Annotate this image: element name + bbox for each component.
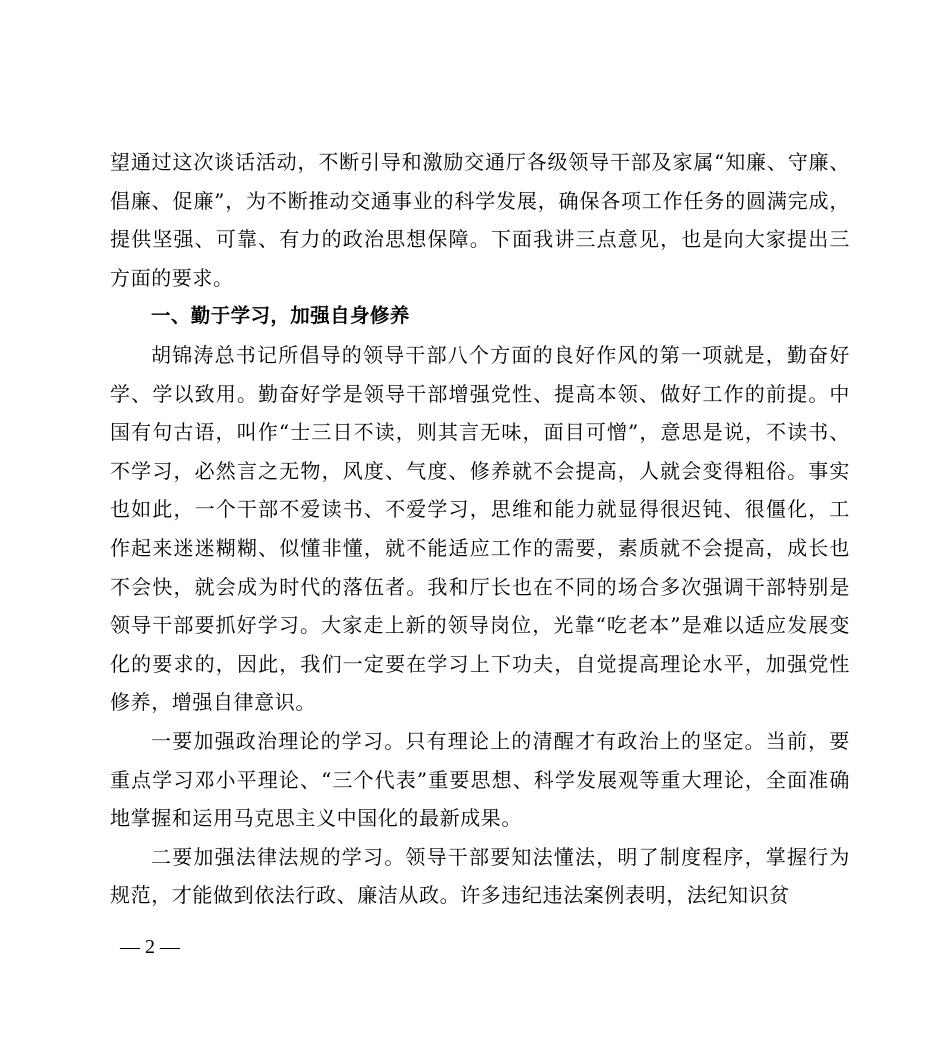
paragraph-continuation: 望通过这次谈话活动，不断引导和激励交通厅各级领导干部及家属“知廉、守廉、倡廉、促廉”，为不断推动交通事业的科学发展，确保各项工作任务的圆满完成，提供坚强、可靠、有力的政治思想保障。下面我讲三点意见，也是向大家提出三方面的要求。 [110, 150, 850, 290]
section-heading: 一、勤于学习，加强自身修养 [151, 304, 410, 328]
paragraph-laws-regulations: 二要加强法律法规的学习。领导干部要知法懂法，明了制度程序，掌握行为规范，才能做到依法行政、廉洁从政。许多违纪违法案例表明，法纪知识贫 [110, 844, 850, 908]
paragraph-political-theory: 一要加强政治理论的学习。只有理论上的清醒才有政治上的坚定。当前，要重点学习邓小平理论、“三个代表”重要思想、科学发展观等重大理论，全面准确地掌握和运用马克思主义中国化的最新成果。 [110, 728, 850, 831]
body-text [110, 143, 850, 915]
paragraph-study-diligence: 胡锦涛总书记所倡导的领导干部八个方面的良好作风的第一项就是，勤奋好学、学以致用。勤奋好学是领导干部增强党性、提高本领、做好工作的前提。中国有句古语，叫作“士三日不读，则其言无味，面目可憎”，意思是说，不读书、不学习，必然言之无物，风度、气度、修养就不会提高，人就会变得粗俗。事实也如此，一个干部不爱读书、不爱学习，思维和能力就显得很迟钝、很僵化，工作起来迷迷糊糊、似懂非懂，就不能适应工作的需要，素质就不会提高，成长也不会快，就会成为时代的落伍者。我和厅长也在不同的场合多次强调干部特别是领导干部要抓好学习。大家走上新的领导岗位，光靠“吃老本”是难以适应发展变化的要求的，因此，我们一定要在学习上下功夫，自觉提高理论水平，加强党性修养，增强自律意识。 [110, 342, 850, 715]
page-number: — 2 — [120, 936, 180, 958]
